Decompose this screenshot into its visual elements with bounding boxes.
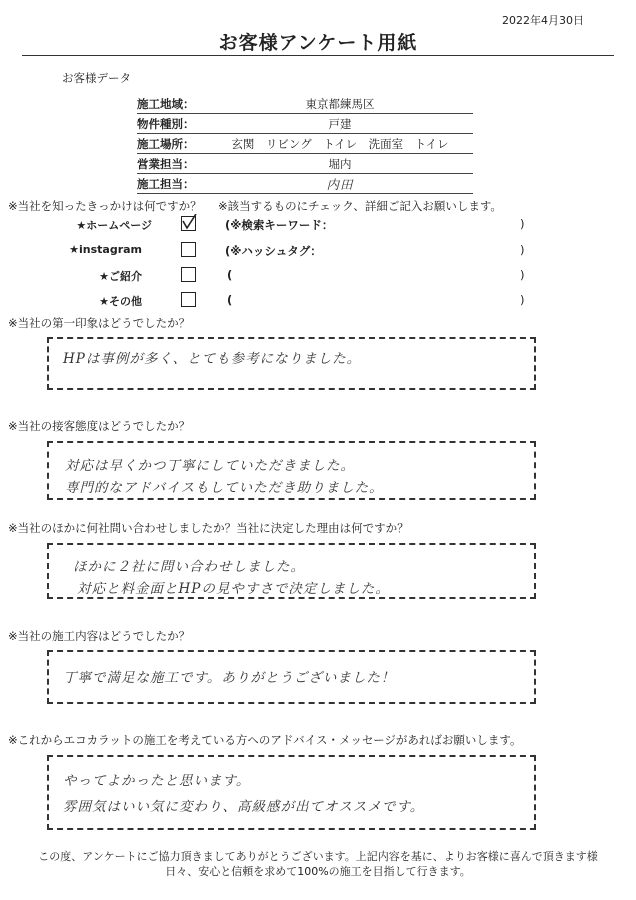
source-label-homepage: ★ホームページ	[76, 219, 152, 232]
source-label-instagram: ★instagram	[69, 243, 142, 256]
customer-info-table	[137, 94, 473, 194]
survey-date: 2022年4月30日	[502, 14, 584, 27]
page-title: お客様アンケート用紙	[218, 32, 418, 54]
source-detail-label-referral: (	[227, 268, 233, 282]
info-key: 施工場所：	[137, 137, 195, 151]
info-row-property-type	[137, 114, 473, 134]
source-detail-label-other: (	[227, 293, 233, 307]
source-label-other: ★その他	[99, 295, 142, 308]
checkbox-homepage[interactable]	[181, 216, 196, 231]
answer-line: やってよかったと思います。	[63, 773, 251, 789]
paren-close: )	[520, 217, 525, 231]
answer-box-service-attitude[interactable]	[47, 441, 536, 500]
paren-close: )	[520, 243, 525, 257]
footer-line-2: 日々、安心と信頼を求めて100%の施工を目指して行きます。	[165, 865, 471, 878]
info-value: 戸建	[328, 117, 352, 131]
question-service-attitude: ※当社の接客態度はどうでしたか？	[8, 419, 191, 433]
source-label-referral: ★ご紹介	[99, 270, 142, 283]
footer-line-1: この度、アンケートにご協力頂きましてありがとうございます。上記内容を基に、よりお客様に喜んで頂きます様	[38, 850, 598, 863]
question-source-note: ※該当するものにチェック、詳細ご記入お願いします。	[218, 199, 502, 213]
question-first-impression: ※当社の第一印象はどうでしたか？	[8, 316, 191, 330]
answer-box-installation[interactable]	[47, 650, 536, 704]
info-value-handwritten: 内田	[326, 177, 354, 192]
source-detail-label-instagram: (※ハッシュタグ：	[225, 244, 322, 258]
info-row-location	[137, 134, 473, 154]
source-detail-label-homepage: (※検索キーワード：	[225, 218, 334, 232]
info-value: 玄関 リビング トイレ 洗面室 トイレ	[231, 137, 449, 151]
info-row-installer	[137, 174, 473, 194]
info-key: 施工担当：	[137, 177, 195, 191]
question-competitors: ※当社のほかに何社問い合わせしましたか？当社に決定した理由は何ですか？	[8, 521, 409, 535]
answer-line: 雰囲気はいい気に変わり、高級感が出てオススメです。	[63, 799, 425, 815]
answer-box-first-impression[interactable]	[47, 337, 536, 390]
answer-line: 対応と料金面とHPの見やすさで決定しました。	[77, 581, 390, 597]
info-value: 堀内	[328, 157, 352, 171]
check-mark-icon	[181, 214, 197, 230]
checkbox-other[interactable]	[181, 292, 196, 307]
customer-data-label: お客様データ	[62, 71, 131, 85]
paren-close: )	[520, 293, 525, 307]
answer-line: HPは事例が多く、とても参考になりました。	[63, 351, 362, 367]
checkbox-instagram[interactable]	[181, 242, 196, 257]
answer-line: 丁寧で満足な施工です。ありがとうございました！	[63, 670, 396, 686]
info-key: 物件種別：	[137, 117, 195, 131]
question-installation: ※当社の施工内容はどうでしたか？	[8, 629, 191, 643]
answer-line: 対応は早くかつ丁寧にしていただきました。	[65, 458, 355, 474]
paren-close: )	[520, 268, 525, 282]
info-key: 施工地域：	[137, 97, 195, 111]
answer-line: 専門的なアドバイスもしていただき助りました。	[65, 480, 384, 496]
question-source: ※当社を知ったきっかけは何ですか？	[8, 199, 202, 213]
info-value: 東京都練馬区	[305, 97, 375, 111]
answer-line: ほかに２社に問い合わせしました。	[73, 559, 305, 575]
checkbox-referral[interactable]	[181, 267, 196, 282]
info-key: 営業担当：	[137, 157, 195, 171]
question-advice: ※これからエコカラットの施工を考えている方へのアドバイス・メッセージがあればお願いします。	[8, 733, 522, 747]
title-underline	[22, 55, 614, 56]
answer-box-competitors[interactable]	[47, 543, 536, 599]
info-row-sales-rep	[137, 154, 473, 174]
answer-box-advice[interactable]	[47, 755, 536, 830]
info-row-area	[137, 94, 473, 114]
